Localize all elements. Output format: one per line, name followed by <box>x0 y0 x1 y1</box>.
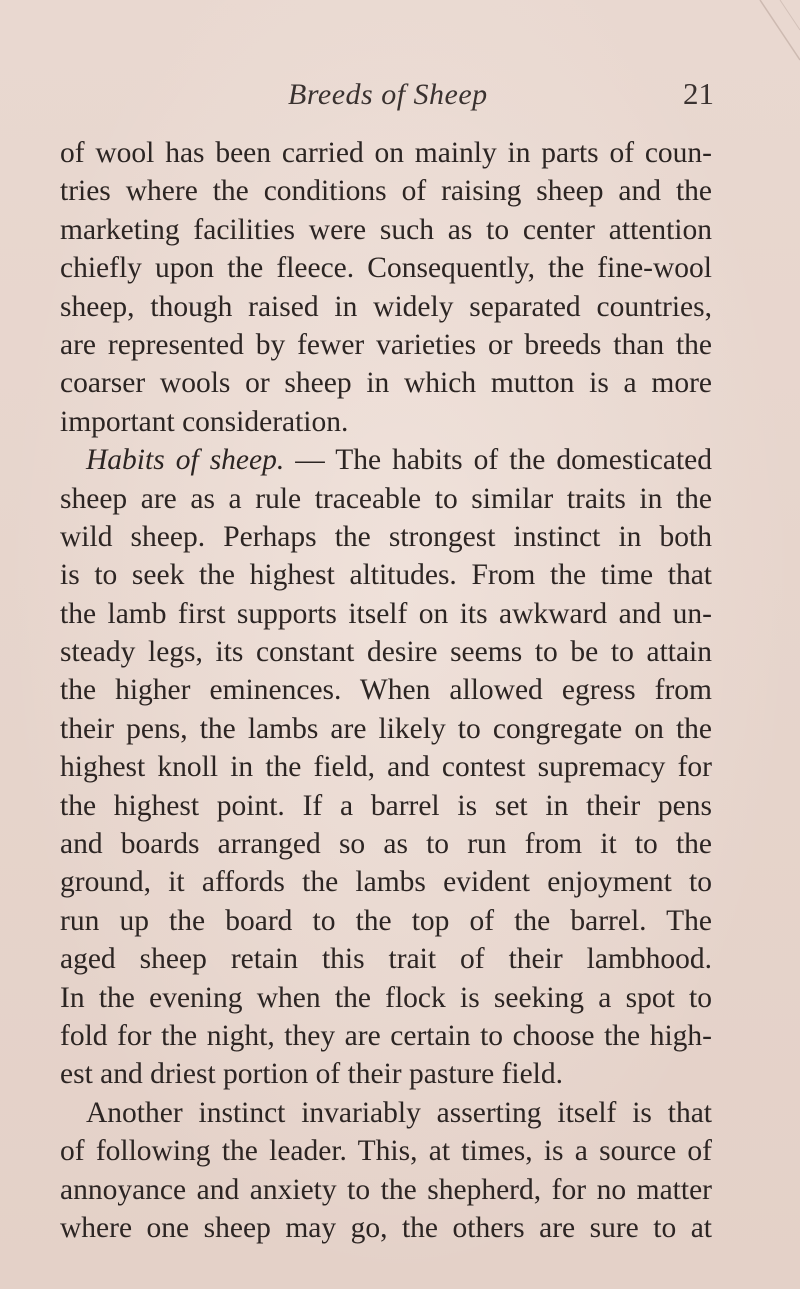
text-line: aged sheep retain this trait of their lambhood. <box>60 943 712 976</box>
text-line: ground, it affords the lambs evident enjoyment to <box>60 866 712 899</box>
text-line: marketing facilities were such as to center attention <box>60 213 712 246</box>
text-line: chiefly upon the fleece. Consequently, the fine-wool <box>60 252 712 285</box>
text-line: the lamb first supports itself on its awkward and un- <box>60 597 712 630</box>
text-line: the higher eminences. When allowed egress from <box>60 674 712 707</box>
text-line: fold for the night, they are certain to choose the high- <box>60 1019 712 1052</box>
text-line: In the evening when the flock is seeking a spot to <box>60 981 712 1014</box>
habits-side-heading: Habits of sheep. <box>86 444 285 477</box>
text-line: est and driest portion of their pasture field. <box>60 1058 563 1091</box>
text-line: coarser wools or sheep in which mutton is a more <box>60 367 712 400</box>
running-head: Breeds of Sheep <box>288 78 488 111</box>
text-line: Another instinct invariably asserting itself is that <box>86 1096 712 1129</box>
text-line: important consideration. <box>60 405 349 438</box>
text-line: highest knoll in the field, and contest supremacy for <box>60 751 712 784</box>
text-line: steady legs, its constant desire seems to be to attain <box>60 636 712 669</box>
text-line: the highest point. If a barrel is set in their pens <box>60 789 712 822</box>
habits-line-rest: — The habits of the domesticated <box>284 444 712 477</box>
text-line: where one sheep may go, the others are sure to at <box>60 1211 712 1244</box>
habits-paragraph-first-line <box>60 441 712 479</box>
text-line: and boards arranged so as to run from it to the <box>60 828 712 861</box>
text-line: run up the board to the top of the barrel. The <box>60 904 712 937</box>
text-line: annoyance and anxiety to the shepherd, for no matter <box>60 1173 712 1206</box>
text-line: sheep are as a rule traceable to similar traits in the <box>60 482 712 515</box>
text-line: sheep, though raised in widely separated countries, <box>60 290 712 323</box>
text-line: tries where the conditions of raising sheep and the <box>60 175 712 208</box>
text-line: of following the leader. This, at times, is a source of <box>60 1135 712 1168</box>
body-text <box>60 134 712 1247</box>
page-number: 21 <box>683 76 714 111</box>
page-corner-crease <box>740 0 800 80</box>
text-line: of wool has been carried on mainly in parts of coun- <box>60 137 712 169</box>
text-line: is to seek the highest altitudes. From the time that <box>60 559 712 592</box>
text-line: their pens, the lambs are likely to congregate on the <box>60 712 712 745</box>
text-line: are represented by fewer varieties or breeds than the <box>60 328 712 361</box>
text-line: wild sheep. Perhaps the strongest instinct in both <box>60 520 712 553</box>
